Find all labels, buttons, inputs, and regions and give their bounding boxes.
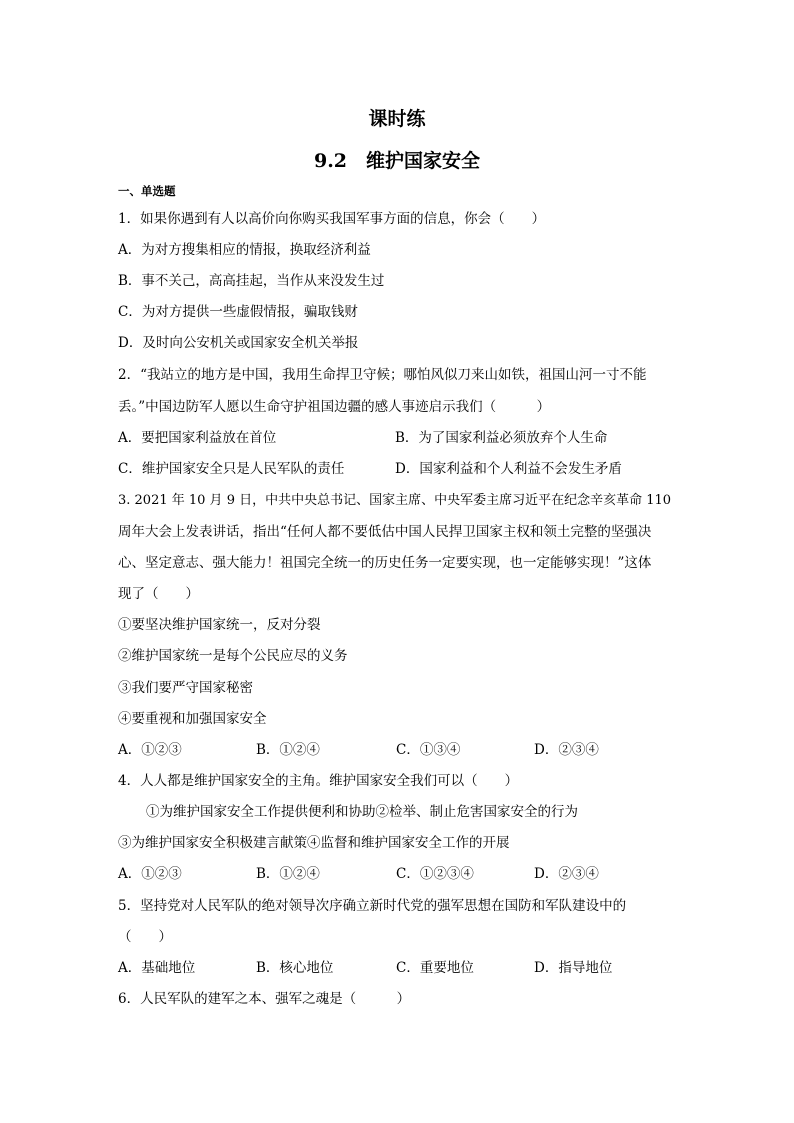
q3-item-3: ③我们要严守国家秘密 bbox=[118, 680, 253, 696]
q2-option-d: D．国家利益和个人利益不会发生矛盾 bbox=[395, 461, 622, 477]
q5-option-a: A．基础地位 bbox=[118, 960, 196, 976]
q4-option-c: C．①②③④ bbox=[396, 866, 474, 882]
q1-option-c: C．为对方提供一些虚假情报，骗取钱财 bbox=[118, 304, 358, 320]
q4-items-line1: ①为维护国家安全工作提供便利和协助②检举、制止危害国家安全的行为 bbox=[146, 804, 578, 820]
q4-option-b: B．①②④ bbox=[256, 866, 320, 882]
q4-items-line2: ③为维护国家安全积极建言献策④监督和维护国家安全工作的开展 bbox=[118, 835, 510, 851]
q3-stem-line3: 心、坚定意志、强大能力！祖国完全统一的历史任务一定要实现，也一定能够实现！”这体 bbox=[118, 555, 652, 571]
q3-option-b: B．①②④ bbox=[256, 742, 320, 758]
q3-item-1: ①要坚决维护国家统一，反对分裂 bbox=[118, 617, 321, 633]
q3-option-d: D．②③④ bbox=[534, 742, 599, 758]
page-title: 课时练 bbox=[368, 108, 426, 130]
q3-stem-line1: 3. 2021 年 10 月 9 日，中共中央总书记、国家主席、中央军委主席习近平在纪念辛亥革命 110 bbox=[118, 493, 672, 508]
q1-option-b: B．事不关己，高高挂起，当作从来没发生过 bbox=[118, 273, 385, 289]
page-subtitle: 9.2 维护国家安全 bbox=[313, 150, 481, 172]
q4-option-a: A．①②③ bbox=[118, 866, 182, 882]
q5-option-c: C．重要地位 bbox=[396, 960, 474, 976]
q2-stem-line1: 2．“我站立的地方是中国，我用生命捍卫守候；哪怕风似刀来山如铁，祖国山河一寸不能 bbox=[118, 367, 647, 383]
section-heading: 一、单选题 bbox=[118, 184, 176, 198]
q5-stem-line2: （ ） bbox=[118, 929, 172, 945]
q2-stem-line2: 丢。”中国边防军人愿以生命守护祖国边疆的感人事迹启示我们（ ） bbox=[118, 399, 551, 415]
q1-stem: 1．如果你遇到有人以高价向你购买我国军事方面的信息，你会（ ） bbox=[118, 211, 546, 227]
q3-item-2: ②维护国家统一是每个公民应尽的义务 bbox=[118, 648, 348, 664]
q5-option-d: D．指导地位 bbox=[534, 960, 613, 976]
q1-option-d: D．及时向公安机关或国家安全机关举报 bbox=[118, 335, 359, 351]
q6-stem: 6．人民军队的建军之本、强军之魂是（ ） bbox=[118, 991, 411, 1007]
q5-stem-line1: 5．坚持党对人民军队的绝对领导次序确立新时代党的强军思想在国防和军队建设中的 bbox=[118, 898, 627, 914]
q3-stem-line2: 周年大会上发表讲话，指出“任何人都不要低估中国人民捍卫国家主权和领土完整的坚强决 bbox=[118, 524, 652, 540]
q3-item-4: ④要重视和加强国家安全 bbox=[118, 711, 267, 727]
q1-option-a: A．为对方搜集相应的情报，换取经济利益 bbox=[118, 242, 371, 258]
q4-option-d: D．②③④ bbox=[534, 866, 599, 882]
q2-option-c: C．维护国家安全只是人民军队的责任 bbox=[118, 461, 345, 477]
q3-option-c: C．①③④ bbox=[396, 742, 461, 758]
q4-stem: 4．人人都是维护国家安全的主角。维护国家安全我们可以（ ） bbox=[118, 773, 519, 789]
q3-stem-line4: 现了（ ） bbox=[118, 586, 199, 602]
q5-option-b: B．核心地位 bbox=[256, 960, 334, 976]
q2-option-a: A．要把国家利益放在首位 bbox=[118, 430, 277, 446]
q3-option-a: A．①②③ bbox=[118, 742, 182, 758]
q2-option-b: B．为了国家利益必须放弃个人生命 bbox=[395, 430, 608, 446]
